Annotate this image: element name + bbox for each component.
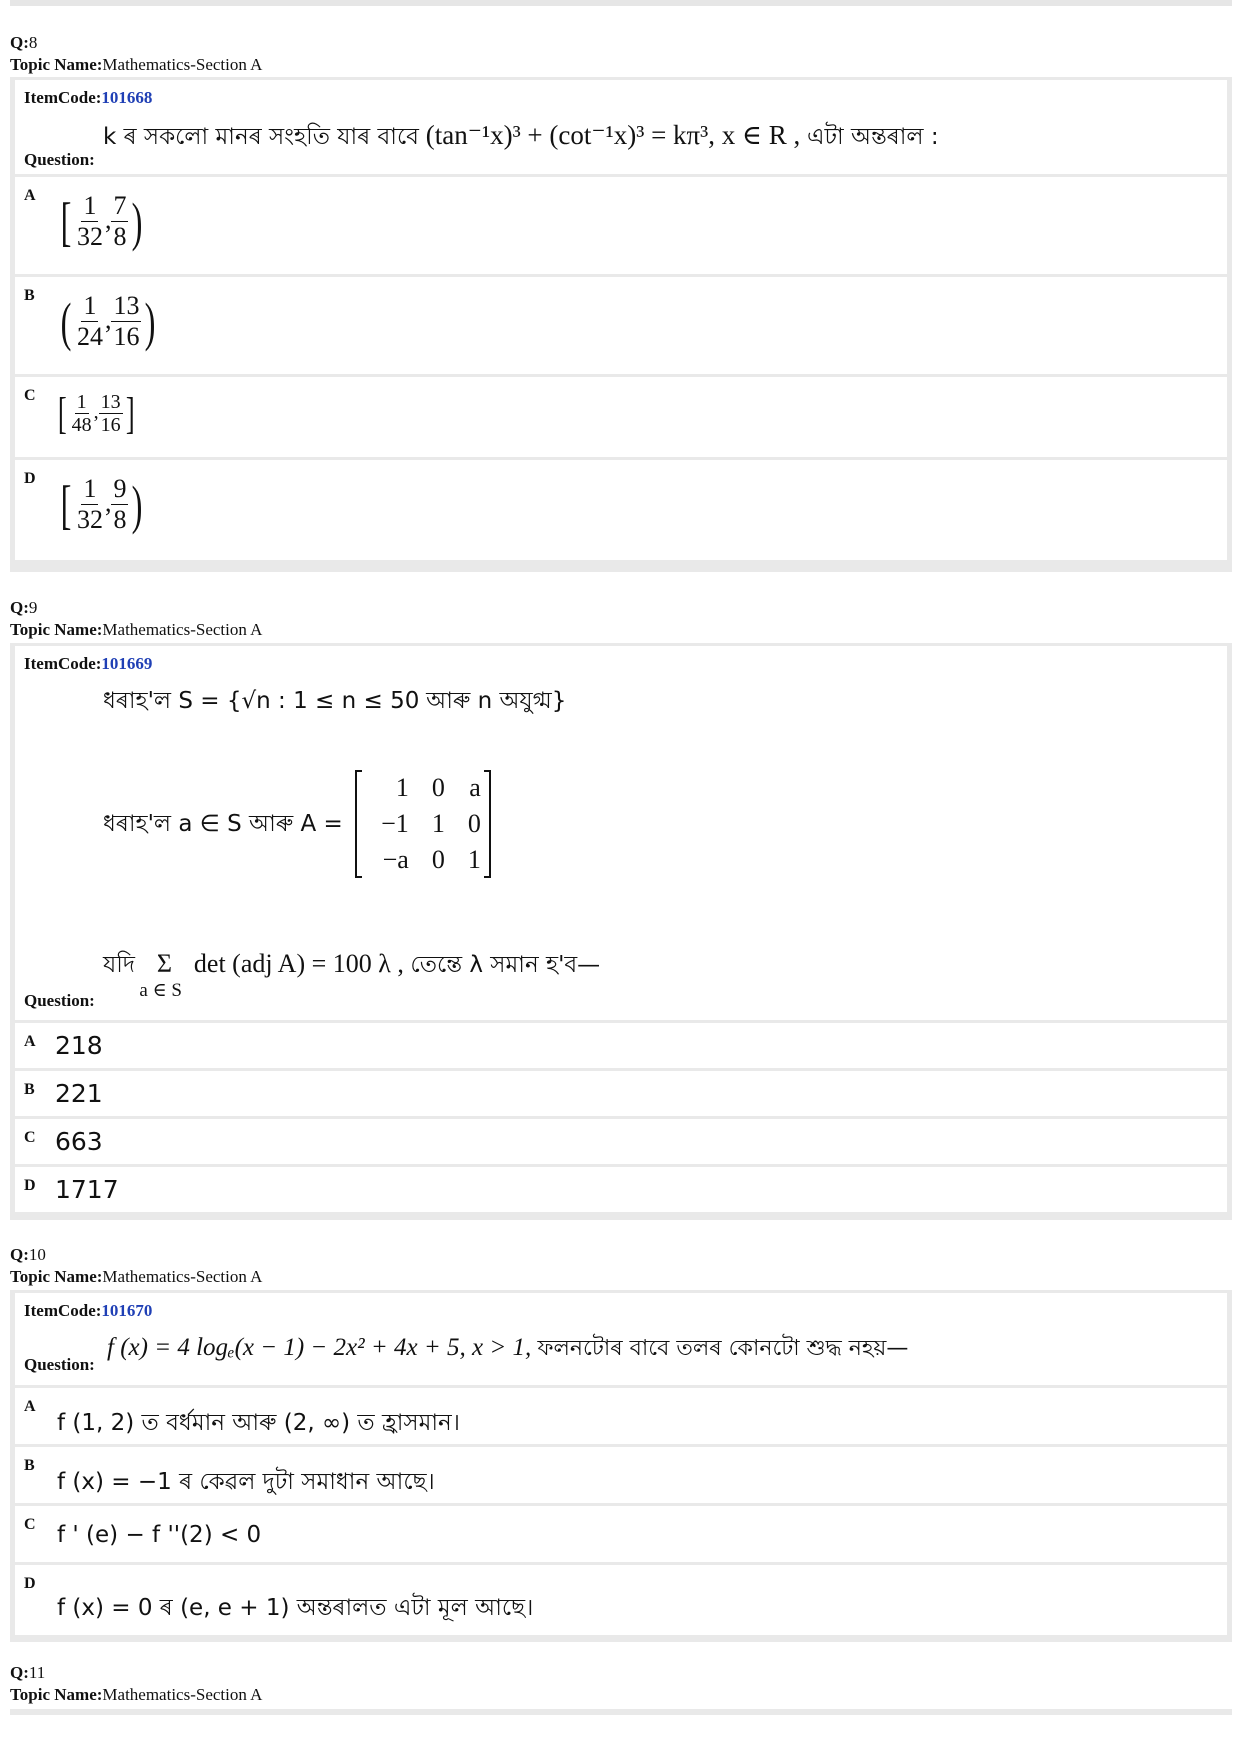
option-letter: D: [24, 1575, 36, 1592]
option-c[interactable]: [15, 1506, 1227, 1562]
question-card-9: [10, 643, 1232, 1220]
question-header-10: Q:10 Topic Name:Mathematics-Section A: [10, 1245, 263, 1286]
option-letter: B: [24, 1081, 35, 1098]
question-card-10: [10, 1290, 1232, 1642]
question-label: Question:: [24, 991, 95, 1010]
option-letter: C: [24, 1516, 36, 1533]
option-value: 218: [55, 1031, 103, 1060]
matrix-a: 1 0 a −1 1 0 −a 0 1: [355, 771, 491, 877]
option-letter: C: [24, 387, 36, 404]
option-letter: C: [24, 1129, 36, 1146]
question-text: k ৰ সকলো মানৰ সংহতি যাৰ বাবে (tan⁻¹x)³ + (cot⁻¹x)³ = kπ³, x ∈ R , এটা অন্তৰাল :: [103, 120, 939, 150]
question-card-11: [10, 1709, 1232, 1715]
question-header-9: Q:9 Topic Name:Mathematics-Section A: [10, 598, 263, 639]
option-letter: B: [24, 287, 35, 304]
option-value: f ' (e) − f ''(2) < 0: [57, 1522, 262, 1548]
question-line-det: যদি Σ a ∈ S det (adj A) = 100 λ , তেন্তে λ সমান হ'ব—: [103, 949, 601, 1001]
option-c[interactable]: [15, 1119, 1227, 1164]
option-value: [ $\frac{1}{48}$ , $\frac{13}{16}$ ]: [57, 389, 135, 438]
option-value: [ $\frac{1}{32}$ , $\frac{7}{8}$ ): [60, 191, 143, 252]
question-header-11: Q:11 Topic Name:Mathematics-Section A: [10, 1663, 263, 1704]
option-letter: A: [24, 1398, 36, 1415]
question-card-8: [10, 77, 1232, 572]
item-code: ItemCode:101669: [24, 654, 153, 673]
option-c[interactable]: [15, 377, 1227, 457]
option-b[interactable]: [15, 277, 1227, 374]
option-value: [ $\frac{1}{32}$ , $\frac{9}{8}$ ): [60, 474, 143, 535]
item-code: ItemCode:101670: [24, 1301, 153, 1320]
option-a[interactable]: [15, 177, 1227, 274]
question-label: Question:: [24, 150, 95, 169]
question-header-8: Q:8 Topic Name:Mathematics-Section A: [10, 33, 263, 74]
option-a[interactable]: [15, 1388, 1227, 1444]
option-letter: D: [24, 1177, 36, 1194]
question-text: f (x) = 4 logₑ(x − 1) − 2x² + 4x + 5, x > 1, ফলনটোৰ বাবে তলৰ কোনটো শুদ্ধ নহয়—: [107, 1334, 909, 1361]
item-code: ItemCode:101668: [24, 88, 153, 107]
option-b[interactable]: [15, 1447, 1227, 1503]
question-line-set: ধৰাহ'ল S = {√n : 1 ≤ n ≤ 50 আৰু n অযুগ্ম}: [103, 688, 567, 714]
question-label: Question:: [24, 1355, 95, 1374]
option-value: 1717: [55, 1175, 119, 1204]
option-letter: A: [24, 1033, 36, 1050]
question-stem: [15, 80, 1227, 174]
option-d[interactable]: [15, 1167, 1227, 1212]
option-letter: D: [24, 470, 36, 487]
option-a[interactable]: [15, 1023, 1227, 1068]
option-value: f (x) = −1 ৰ কেৱল দুটা সমাধান আছে।: [57, 1469, 435, 1495]
option-value: 221: [55, 1079, 103, 1108]
option-value: f (x) = 0 ৰ (e, e + 1) অন্তৰালত এটা মূল আছে।: [57, 1595, 534, 1621]
question-line-matrix: ধৰাহ'ল a ∈ S আৰু A = 1 0 a −1 1 0 −a 0 1: [103, 771, 491, 877]
option-b[interactable]: [15, 1071, 1227, 1116]
option-value: f (1, 2) ত বৰ্ধমান আৰু (2, ∞) ত হ্ৰাসমান।: [57, 1410, 460, 1436]
top-divider: [10, 0, 1232, 6]
option-letter: B: [24, 1457, 35, 1474]
question-stem: [15, 1293, 1227, 1385]
option-value: 663: [55, 1127, 103, 1156]
option-letter: A: [24, 187, 36, 204]
option-d[interactable]: [15, 460, 1227, 560]
option-value: ( $\frac{1}{24}$ , $\frac{13}{16}$ ): [60, 291, 156, 352]
option-d[interactable]: [15, 1565, 1227, 1635]
question-stem: [15, 646, 1227, 1020]
